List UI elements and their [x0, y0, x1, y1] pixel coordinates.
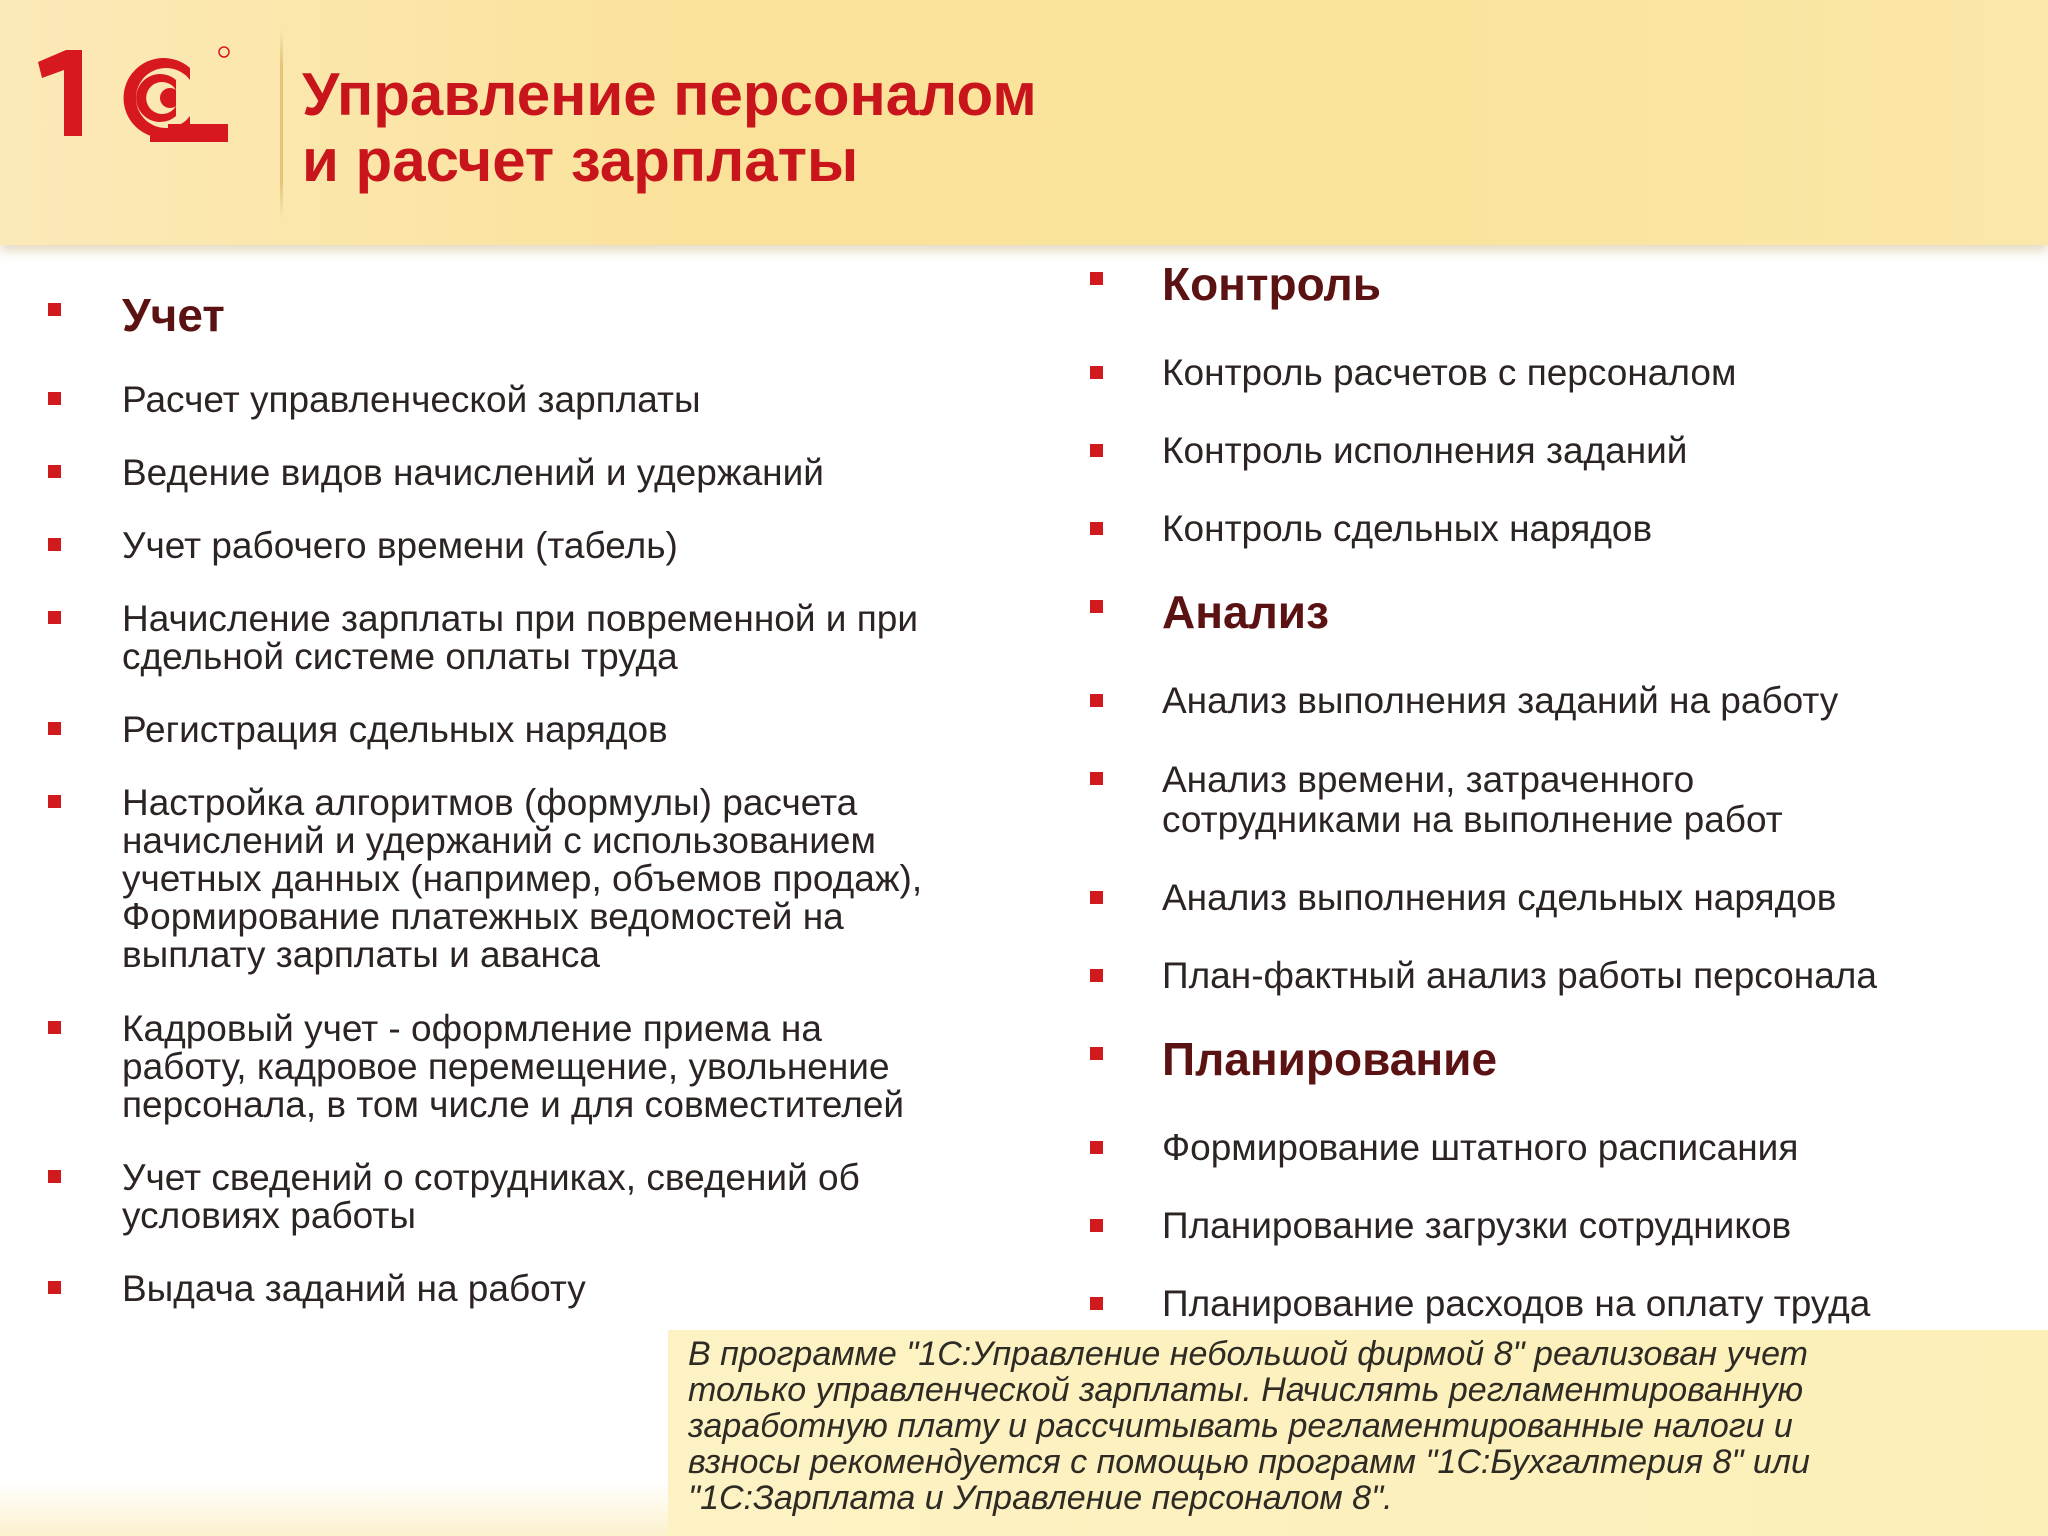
bottom-band	[0, 1480, 668, 1536]
bullet-icon	[1090, 1219, 1103, 1232]
1c-logo	[30, 40, 230, 160]
bullet-icon	[48, 795, 61, 808]
item-text: Кадровый учет - оформление приема на работу, кадровое перемещение, увольнение персонала, в том числе и для совместителей	[122, 1008, 905, 1125]
item-text: Расчет управленческой зарплаты	[122, 379, 701, 420]
item-text: Контроль исполнения заданий	[1162, 430, 1688, 471]
bullet-icon	[1090, 694, 1103, 707]
bullet-icon	[48, 465, 61, 478]
bullet-icon	[1090, 969, 1103, 982]
footnote-text: В программе "1С:Управление небольшой фирмой 8" реализован учет только управленческой зарплаты. Начислять регламентированную заработную плату и рассчитывать регламентированные налоги и взносы рекомендуется с помощью программ "1С:Бухгалтерия 8" или "1С:Зарплата и Управление персоналом 8".	[688, 1335, 1810, 1517]
item-text: Настройка алгоритмов (формулы) расчета начислений и удержаний с использованием учетных данных (например, объемов продаж), Формирование платежных ведомостей на выплату зарплаты и аванса	[122, 782, 923, 975]
item-text: Анализ выполнения заданий на работу	[1162, 680, 1839, 721]
bullet-icon	[1090, 600, 1103, 613]
section-heading-planirovanie: Планирование	[1162, 1033, 1498, 1085]
title-line: Управление персоналом	[302, 61, 1037, 128]
bullet-icon	[48, 1281, 61, 1294]
bullet-icon	[1090, 272, 1103, 285]
item-text: Планирование расходов на оплату труда	[1162, 1283, 1871, 1324]
title-line: и расчет зарплаты	[302, 127, 859, 194]
section-heading-analiz: Анализ	[1162, 586, 1329, 638]
bullet-icon	[48, 722, 61, 735]
item-text: Анализ времени, затраченного сотрудниками на выполнение работ	[1162, 759, 1783, 840]
bullet-icon	[48, 303, 61, 316]
bullet-icon	[48, 392, 61, 405]
bullet-icon	[1090, 522, 1103, 535]
bullet-icon	[48, 611, 61, 624]
slide-header	[0, 0, 2048, 245]
item-text: Формирование штатного расписания	[1162, 1127, 1799, 1168]
bullet-icon	[1090, 1141, 1103, 1154]
footnote-box	[668, 1330, 2048, 1536]
bullet-icon	[1090, 891, 1103, 904]
bullet-icon	[1090, 1297, 1103, 1310]
bullet-icon	[48, 1021, 61, 1034]
item-text: План-фактный анализ работы персонала	[1162, 955, 1877, 996]
page-title	[302, 62, 1037, 194]
item-text: Контроль сдельных нарядов	[1162, 508, 1653, 549]
bullet-icon	[1090, 1047, 1103, 1060]
item-text: Выдача заданий на работу	[122, 1268, 586, 1309]
item-text: Анализ выполнения сдельных нарядов	[1162, 877, 1837, 918]
item-text: Начисление зарплаты при повременной и при сдельной системе оплаты труда	[122, 598, 919, 677]
bullet-icon	[1090, 444, 1103, 457]
item-text: Планирование загрузки сотрудников	[1162, 1205, 1792, 1246]
header-divider	[280, 28, 283, 220]
item-text: Контроль расчетов с персоналом	[1162, 352, 1737, 393]
section-heading-uchet: Учет	[122, 289, 225, 341]
bullet-icon	[48, 538, 61, 551]
item-text: Регистрация сдельных нарядов	[122, 709, 668, 750]
bullet-icon	[1090, 772, 1103, 785]
bullet-icon	[1090, 366, 1103, 379]
item-text: Ведение видов начислений и удержаний	[122, 452, 824, 493]
item-text: Учет сведений о сотрудниках, сведений об условиях работы	[122, 1157, 860, 1236]
bullet-icon	[48, 1170, 61, 1183]
section-heading-kontrol: Контроль	[1162, 258, 1382, 310]
item-text: Учет рабочего времени (табель)	[122, 525, 678, 566]
